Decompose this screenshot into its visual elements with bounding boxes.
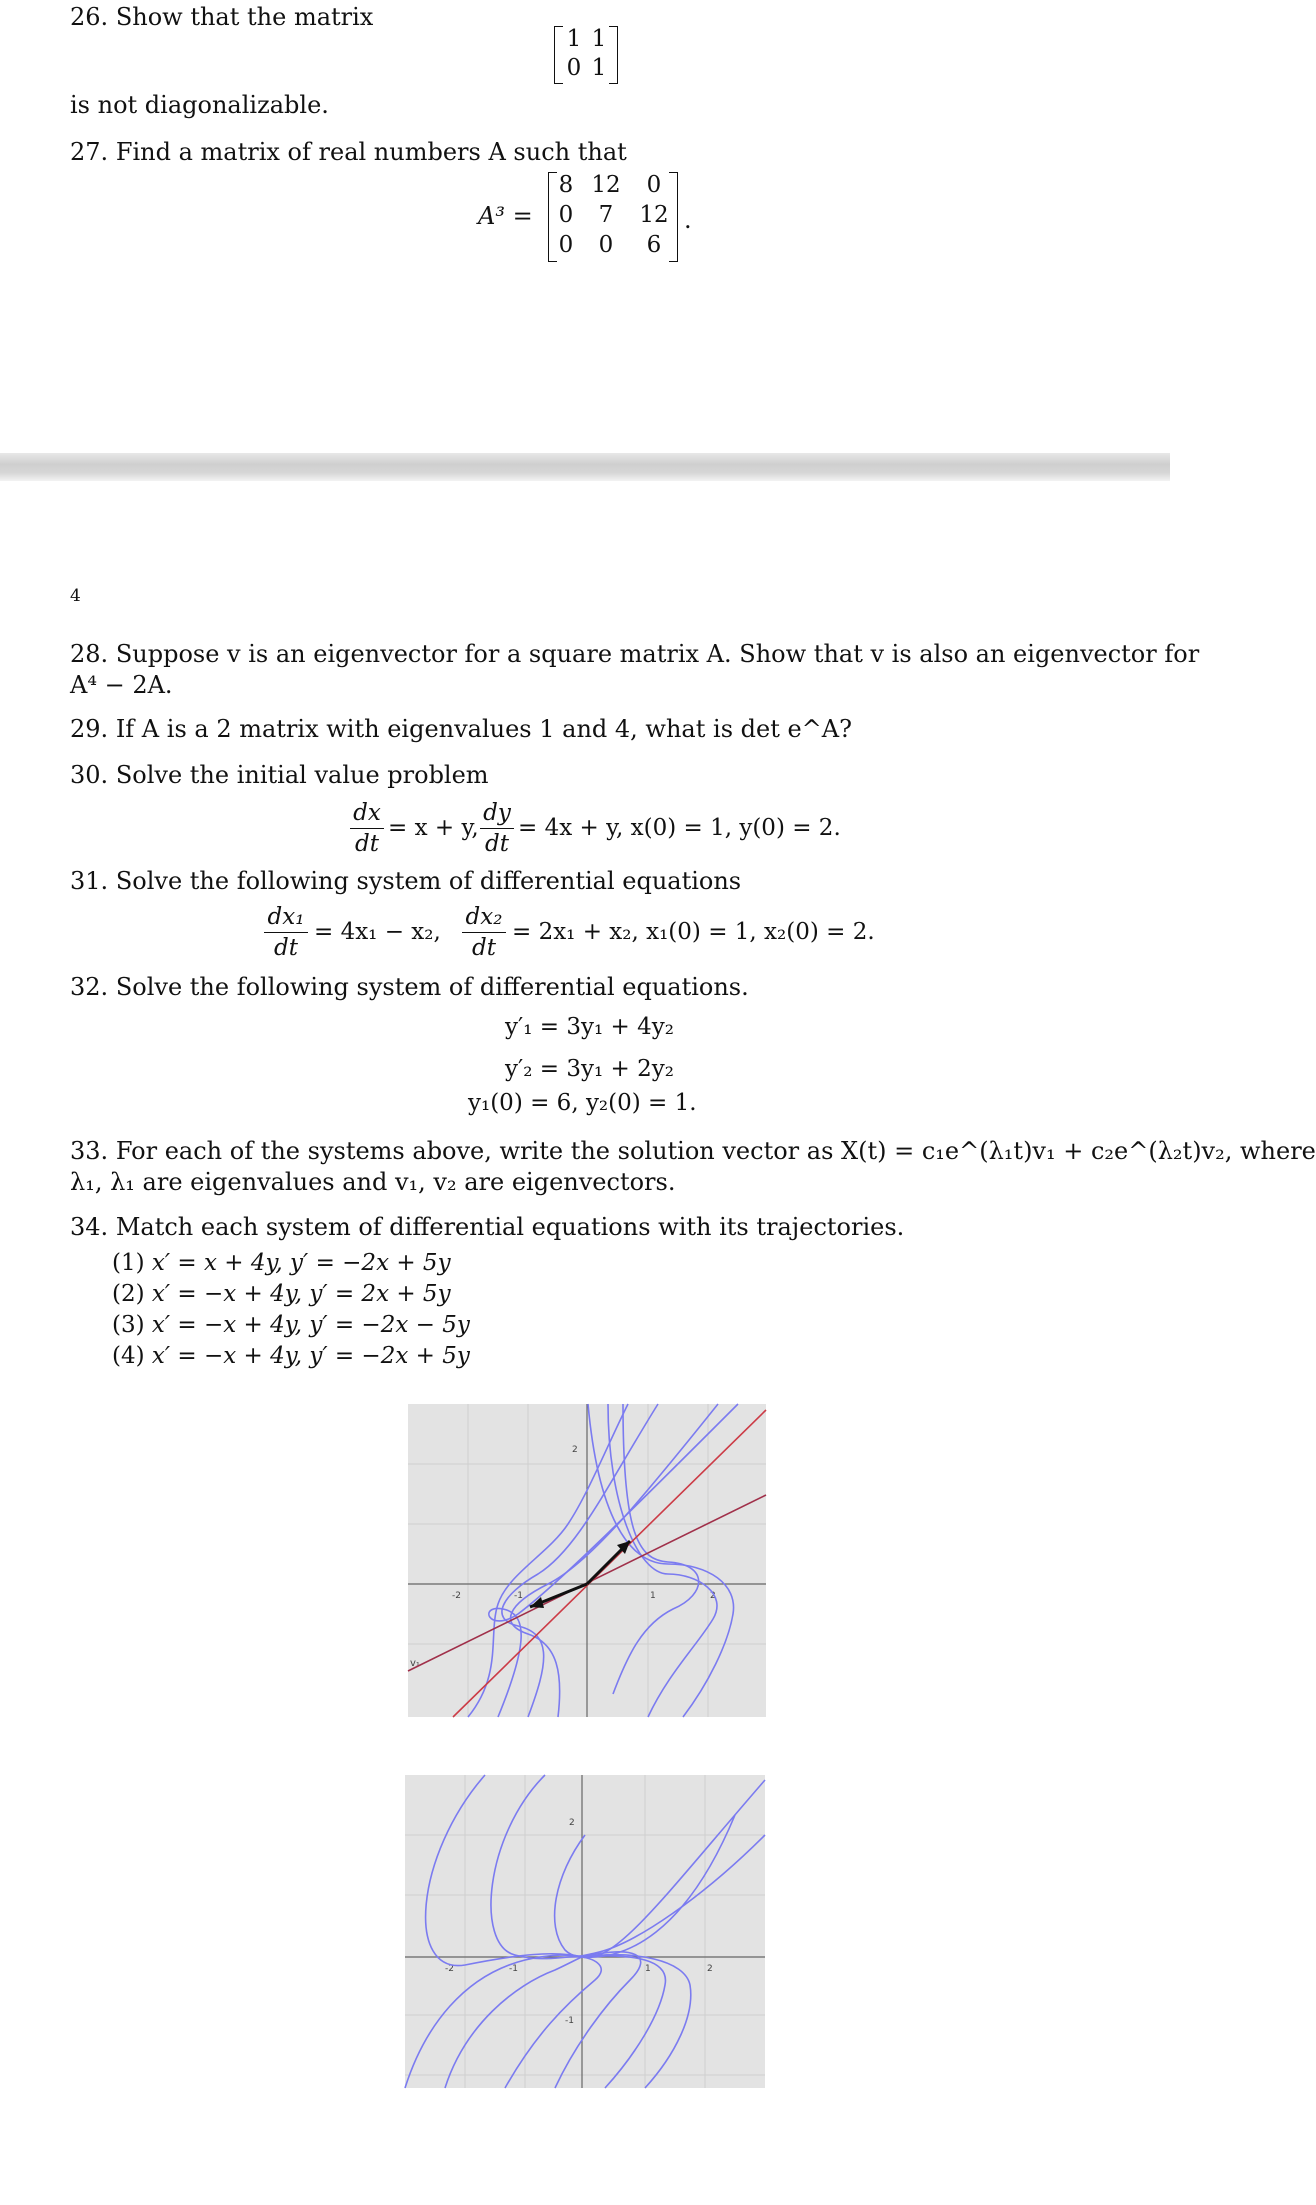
problem-31 <box>70 866 741 896</box>
page-number: 4 <box>70 586 81 606</box>
numerator: dx <box>353 800 381 826</box>
matrix-cell: 12 <box>639 202 669 228</box>
tick-label: -1 <box>514 1591 523 1601</box>
matrix-cell: 1 <box>591 55 607 81</box>
phase-portrait-2 <box>405 1775 765 2088</box>
problem-number: 29. <box>70 715 109 743</box>
problem-text: Match each system of differential equations with its trajectories. <box>115 1213 905 1241</box>
phase-portrait-1-svg <box>408 1404 766 1717</box>
tick-label: 2 <box>707 1964 713 1974</box>
problem-number: 33. <box>70 1137 109 1165</box>
system-list <box>112 1248 470 1372</box>
denominator: dt <box>274 935 298 961</box>
matrix-cell: 7 <box>598 202 614 228</box>
tick-label: -2 <box>452 1591 461 1601</box>
matrix-cell: 0 <box>566 55 582 81</box>
problem-text: Solve the initial value problem <box>115 761 489 789</box>
list-item: (1) x′ = x + 4y, y′ = −2x + 5y <box>112 1250 451 1276</box>
denominator: dt <box>485 831 509 857</box>
problem-number: 26. <box>70 3 109 31</box>
matrix-lhs: A³ = <box>478 202 533 230</box>
tick-label: -1 <box>509 1964 518 1974</box>
problem-33-line2: λ₁, λ₁ are eigenvalues and v₁, v₂ are eigenvectors. <box>70 1168 676 1196</box>
problem-28-line2: A⁴ − 2A. <box>70 671 173 699</box>
problem-26 <box>70 2 373 32</box>
equation-line: y₁(0) = 6, y₂(0) = 1. <box>468 1090 697 1116</box>
equation-part: = x + y, <box>388 815 479 841</box>
tick-label: 1 <box>650 1591 656 1601</box>
problem-33 <box>70 1136 1316 1166</box>
matrix-cell: 0 <box>558 202 574 228</box>
matrix-3x3 <box>548 172 678 262</box>
problem-text: Solve the following system of differential equations. <box>115 973 749 1001</box>
equation-line: y′₁ = 3y₁ + 4y₂ <box>505 1014 674 1040</box>
problem-number: 30. <box>70 761 109 789</box>
matrix-period: . <box>684 206 692 234</box>
tick-label: -2 <box>445 1964 454 1974</box>
matrix-2x2 <box>554 26 618 84</box>
phase-portrait-1 <box>408 1404 766 1717</box>
tick-label: 2 <box>569 1818 575 1828</box>
equation-line: y′₂ = 3y₁ + 2y₂ <box>505 1056 674 1082</box>
fraction <box>350 800 384 857</box>
problem-number: 27. <box>70 138 109 166</box>
matrix-cell: 0 <box>558 232 574 258</box>
problem-text: For each of the systems above, write the solution vector as X(t) = c₁e^(λ₁t)v₁ + c₂e^(λ₂t)v₂, where <box>115 1137 1316 1165</box>
list-item: (4) x′ = −x + 4y, y′ = −2x + 5y <box>112 1343 470 1369</box>
denominator: dt <box>355 831 379 857</box>
problem-28 <box>70 639 1199 669</box>
problem-26-conclusion: is not diagonalizable. <box>70 91 329 119</box>
problem-text: Solve the following system of differential equations <box>115 867 742 895</box>
numerator: dy <box>483 800 511 826</box>
corner-label: v₁ <box>410 1658 420 1669</box>
problem-32 <box>70 972 749 1002</box>
fraction <box>264 904 308 961</box>
problem-number: 34. <box>70 1213 109 1241</box>
tick-label: 2 <box>572 1445 578 1455</box>
equation-part: = 4x₁ − x₂, <box>314 919 441 945</box>
matrix-cell: 6 <box>646 232 662 258</box>
problem-34 <box>70 1212 904 1242</box>
equation-part: = 2x₁ + x₂, x₁(0) = 1, x₂(0) = 2. <box>512 919 875 945</box>
tick-label: 1 <box>645 1964 651 1974</box>
problem-text: If A is a 2 matrix with eigenvalues 1 and 4, what is det e^A? <box>115 715 852 743</box>
matrix-cell: 0 <box>646 172 662 198</box>
fraction <box>462 904 506 961</box>
matrix-cell: 8 <box>558 172 574 198</box>
denominator: dt <box>472 935 496 961</box>
matrix-cell: 1 <box>566 26 582 52</box>
problem-number: 31. <box>70 867 109 895</box>
problem-29 <box>70 714 852 744</box>
problem-30 <box>70 760 489 790</box>
matrix-cell: 12 <box>591 172 621 198</box>
fraction <box>480 800 514 857</box>
tick-label: 2 <box>710 1591 716 1601</box>
tick-label: -1 <box>565 2016 574 2026</box>
list-item: (3) x′ = −x + 4y, y′ = −2x − 5y <box>112 1312 470 1338</box>
numerator: dx₂ <box>465 904 503 930</box>
problem-text: Find a matrix of real numbers A such that <box>115 138 627 166</box>
problem-number: 32. <box>70 973 109 1001</box>
page-divider <box>0 453 1170 481</box>
problem-text: Suppose v is an eigenvector for a square matrix A. Show that v is also an eigenvector for <box>115 640 1200 668</box>
problem-number: 28. <box>70 640 109 668</box>
equation-part: = 4x + y, x(0) = 1, y(0) = 2. <box>518 815 841 841</box>
matrix-cell: 1 <box>591 26 607 52</box>
matrix-cell: 0 <box>598 232 614 258</box>
problem-text: Show that the matrix <box>115 3 374 31</box>
problem-27 <box>70 137 627 167</box>
numerator: dx₁ <box>267 904 305 930</box>
phase-portrait-2-svg <box>405 1775 765 2088</box>
list-item: (2) x′ = −x + 4y, y′ = 2x + 5y <box>112 1281 451 1307</box>
